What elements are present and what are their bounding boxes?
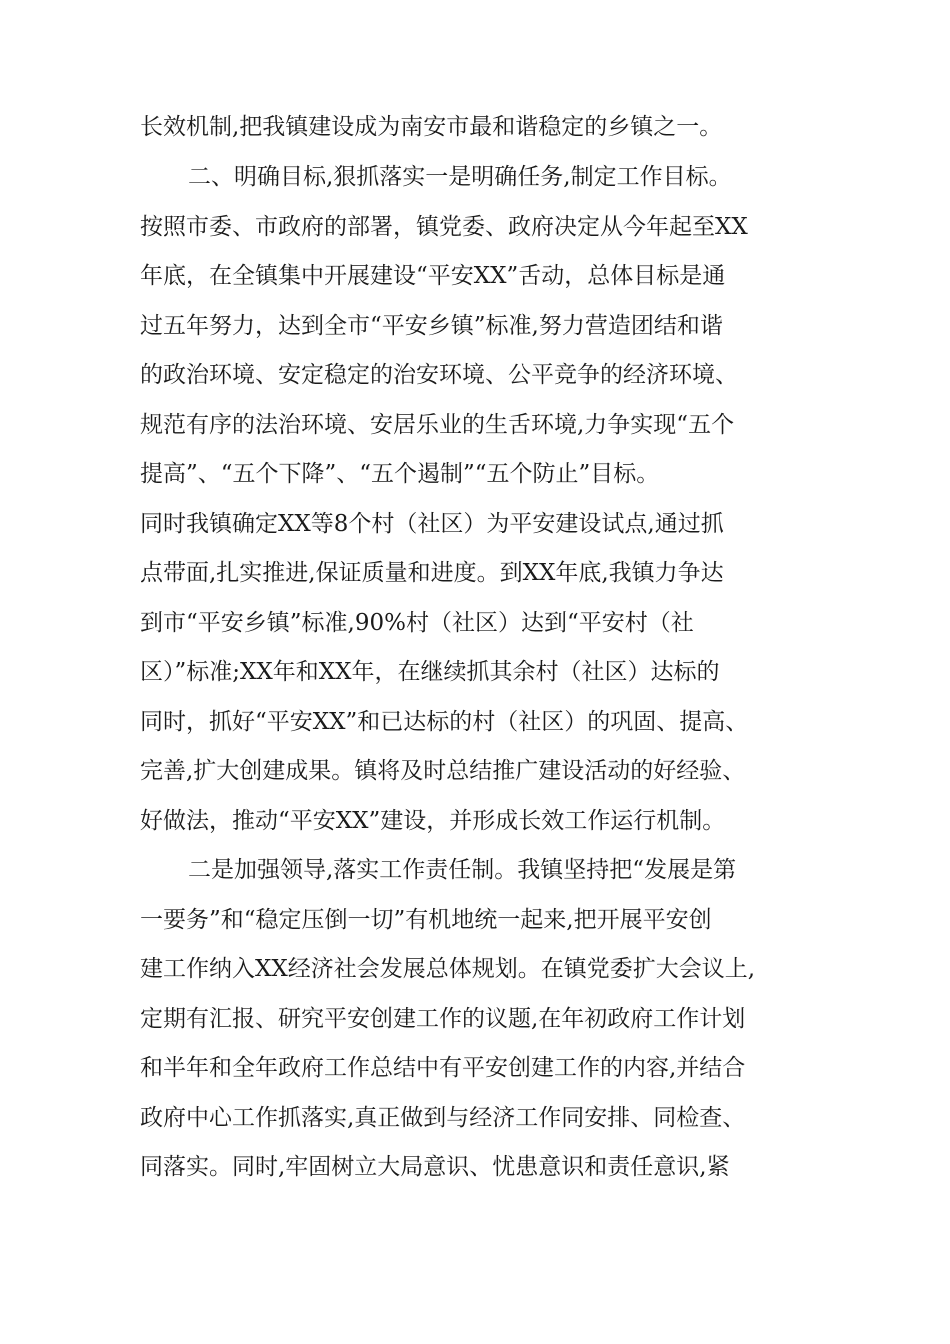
text-line-14: 完善,扩大创建成果。镇将及时总结推广建设活动的好经验、	[140, 758, 746, 784]
text-line-9: 同时我镇确定XX等8个村（社区）为平安建设试点,通过抓	[140, 511, 724, 537]
text-line-20: 和半年和全年政府工作总结中有平安创建工作的内容,并结合	[140, 1055, 746, 1081]
text-line-5: 过五年努力，达到全市“平安乡镇”标准,努力营造团结和谐	[140, 313, 723, 339]
paragraph-start-line: 二是加强领导,落实工作责任制。我镇坚持把“发展是第	[188, 857, 737, 883]
text-line-7: 规范有序的法治环境、安居乐业的生舌环境,力争实现“五个	[140, 412, 735, 438]
text-line-22: 同落实。同时,牢固树立大局意识、忧患意识和责任意识,紧	[140, 1154, 730, 1180]
text-line-18: 建工作纳入XX经济社会发展总体规划。在镇党委扩大会议上,	[140, 956, 756, 982]
text-line-10: 点带面,扎实推进,保证质量和进度。到XX年底,我镇力争达	[140, 560, 724, 586]
text-line-11: 到市“平安乡镇”标准,90%村（社区）达到“平安村（社	[140, 610, 694, 636]
text-line-4: 年底，在全镇集中开展建设“平安XX”舌动，总体目标是通	[140, 263, 726, 289]
text-line-19: 定期有汇报、研究平安创建工作的议题,在年初政府工作计划	[140, 1006, 746, 1032]
text-line-3: 按照市委、市政府的部署，镇党委、政府决定从今年起至XX	[140, 214, 748, 240]
text-line-1: 长效机制,把我镇建设成为南安市最和谐稳定的乡镇之一。	[140, 114, 723, 140]
text-line-6: 的政治环境、安定稳定的治安环境、公平竞争的经济环境、	[140, 362, 738, 388]
text-line-21: 政府中心工作抓落实,真正做到与经济工作同安排、同检查、	[140, 1105, 746, 1131]
text-line-8: 提高”、“五个下降”、“五个遏制”“五个防止”目标。	[140, 461, 660, 487]
paragraph-heading-line: 二、明确目标,狠抓落实一是明确任务,制定工作目标。	[188, 164, 732, 190]
text-line-13: 同时，抓好“平安XX”和已达标的村（社区）的巩固、提高、	[140, 709, 749, 735]
text-line-15: 好做法，推动“平安XX”建设，并形成长效工作运行机制。	[140, 808, 726, 834]
text-line-17: 一要务”和“稳定压倒一切”有机地统一起来,把开展平安创	[140, 907, 712, 933]
text-line-12: 区）”标准;XX年和XX年，在继续抓其余村（社区）达标的	[140, 659, 720, 685]
